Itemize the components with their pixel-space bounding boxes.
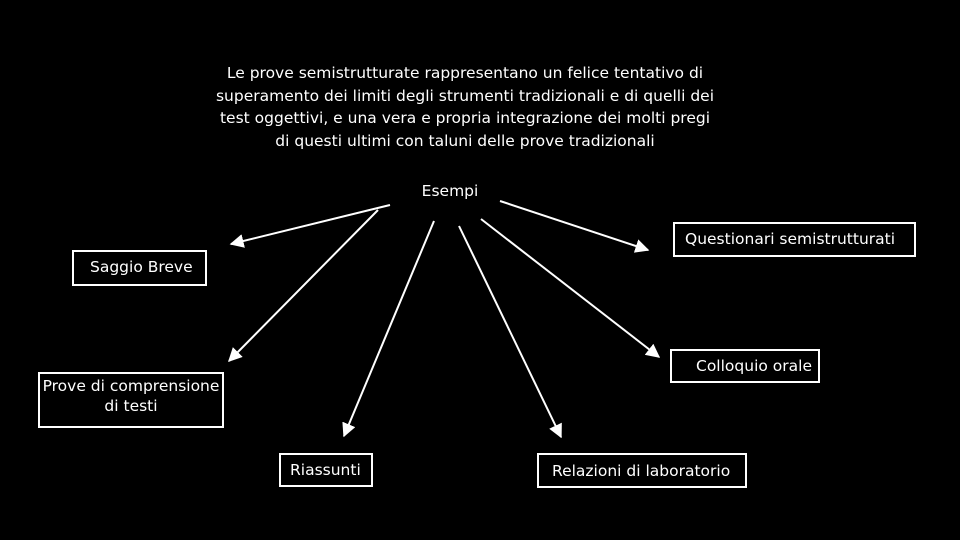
examples-heading: Esempi: [421, 182, 479, 200]
arrow-to-riassunti: [344, 221, 434, 436]
example-label: Riassunti: [290, 461, 361, 479]
example-box-prove-comprensione: [38, 372, 224, 428]
example-label: Relazioni di laboratorio: [552, 462, 731, 480]
intro-line: Le prove semistrutturate rappresentano un felice tentativo di: [226, 64, 704, 82]
arrow-to-colloquio: [481, 219, 659, 357]
intro-line: test oggettivi, e una vera e propria integrazione dei molti pregi: [219, 109, 710, 127]
intro-line: superamento dei limiti degli strumenti tradizionali e di quelli dei: [215, 86, 715, 105]
example-box-relazioni: [537, 453, 747, 488]
example-box-colloquio-orale: [670, 349, 820, 383]
example-label: Questionari semistrutturati: [685, 230, 896, 248]
example-label: Saggio Breve: [90, 258, 193, 276]
arrow-to-prove: [229, 210, 378, 361]
example-label: Colloquio orale: [696, 357, 812, 375]
example-box-questionari: [673, 222, 916, 257]
arrow-to-relazioni: [459, 226, 561, 437]
arrow-to-questionari: [500, 201, 648, 250]
intro-line: di questi ultimi con taluni delle prove tradizionali: [275, 131, 655, 150]
example-box-saggio-breve: [72, 250, 207, 286]
arrow-to-saggio: [231, 205, 390, 244]
example-box-riassunti: [279, 453, 373, 487]
example-label: di testi: [104, 397, 158, 415]
intro-paragraph: [190, 62, 740, 152]
example-label: Prove di comprensione: [42, 377, 220, 395]
